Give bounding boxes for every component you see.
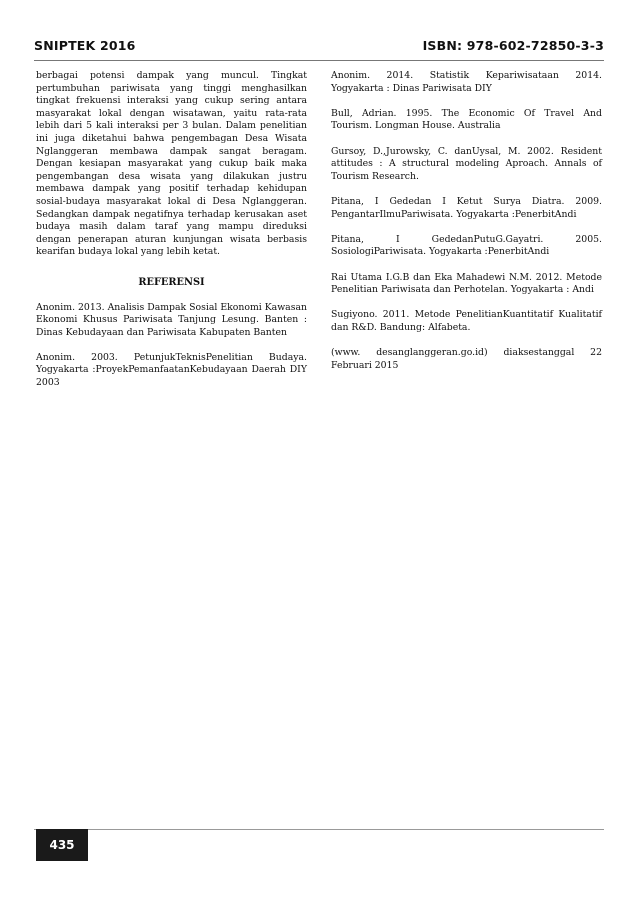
header-rule [34, 60, 604, 61]
reference-item: Anonim. 2013. Analisis Dampak Sosial Ekonomi Kawasan Ekonomi Khusus Pariwisata Tanjung Lesung. Banten : Dinas Kebudayaan dan Pariwisata Kabupaten Banten [36, 301, 307, 338]
reference-item: (www. desanglanggeran.go.id) diaksestanggal 22 Februari 2015 [331, 347, 602, 371]
reference-item: Rai Utama I.G.B dan Eka Mahadewi N.M. 2012. Metode Penelitian Pariwisata dan Perhotelan. Yogyakarta : Andi [331, 271, 602, 296]
footer-rule [34, 829, 604, 830]
reference-item: Sugiyono. 2011. Metode PenelitianKuantitatif Kualitatif dan R&D. Bandung: Alfabeta. [331, 309, 602, 333]
references-heading: REFERENSI [138, 276, 205, 288]
isbn-label: ISBN: 978-602-72850-3-3 [422, 38, 604, 53]
conference-title: SNIPTEK 2016 [34, 38, 136, 53]
reference-item: Pitana, I Gededan I Ketut Surya Diatra. 2009. PengantarIlmuPariwisata. Yogyakarta :PenerbitAndi [331, 195, 602, 220]
reference-item: Bull, Adrian. 1995. The Economic Of Travel And Tourism. Longman House. Australia [331, 107, 602, 132]
right-column [331, 70, 602, 385]
left-column [36, 70, 307, 402]
reference-item: Anonim. 2014. Statistik Kepariwisataan 2014. Yogyakarta : Dinas Pariwisata DIY [331, 70, 602, 94]
page-number: 435 [36, 829, 88, 861]
body-paragraph: berbagai potensi dampak yang muncul. Tingkat pertumbuhan pariwisata yang tinggi menghasilkan tingkat frekuensi interaksi yang cukup sering antara masyarakat lokal dengan wisatawan, yaitu rata-rata lebih dari 5 kali interaksi per 3 bulan. Dalam penelitian ini juga diketahui bahwa pengembagan Desa Wisata Nglanggeran membawa dampak sangat beragam. Dengan kesiapan masyarakat yang cukup baik maka pengembangan desa wisata yang dilakukan justru membawa dampak yang positif terhadap kehidupan sosial-budaya masyarakat lokal di Desa Nglanggeran. Sedangkan dampak negatifnya terhadap kerusakan aset budaya masih dalam taraf yang mampu direduksi dengan penerapan aturan kunjungan wisata berbasis kearifan budaya lokal yang lebih ketat. [36, 70, 307, 258]
page-header [34, 38, 604, 58]
reference-item: Gursoy, D.,Jurowsky, C. danUysal, M. 2002. Resident attitudes : A structural modeling Aproach. Annals of Tourism Research. [331, 145, 602, 182]
reference-item: Pitana, I GededanPutuG.Gayatri. 2005. SosiologiPariwisata. Yogyakarta :PenerbitAndi [331, 233, 602, 258]
reference-item: Anonim. 2003. PetunjukTeknisPenelitian Budaya. Yogyakarta :ProyekPemanfaatanKebudayaan Daerah DIY 2003 [36, 351, 307, 389]
